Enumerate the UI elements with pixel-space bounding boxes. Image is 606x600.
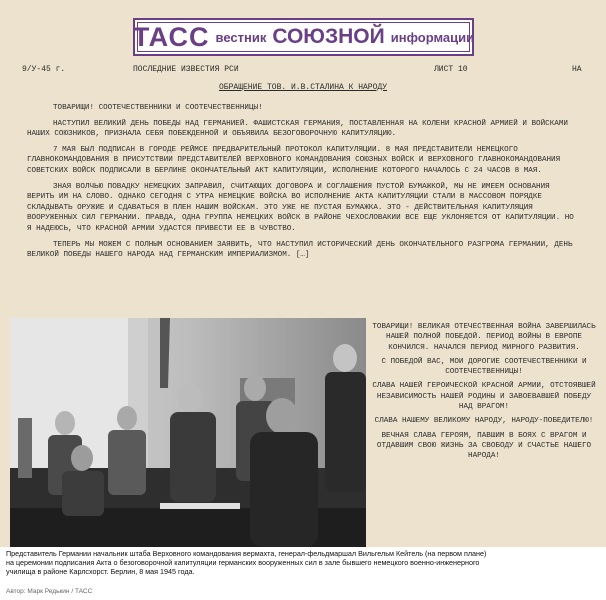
side-paragraph-eternal-glory: ВЕЧНАЯ СЛАВА ГЕРОЯМ, ПАВШИМ В БОЯХ С ВРАГОМ И ОТДАВШИМ СВОЮ ЖИЗНЬ ЗА СВОБОДУ И СЧАСТЬЕ НАШЕГО НАРОДА!: [376, 431, 592, 461]
photo-credit: Автор: Марк Редькин / ТАСС: [6, 588, 93, 595]
photo-illustration: [10, 318, 366, 547]
side-paragraph-war-ended: ТОВАРИЩИ! ВЕЛИКАЯ ОТЕЧЕСТВЕННАЯ ВОЙНА ЗАВЕРШИЛАСЬ НАШЕЙ ПОЛНОЙ ПОБЕДОЙ. ПЕРИОД ВОЙНЫ В ЕВРОПЕ КОНЧИЛСЯ. НАЧАЛСЯ ПЕРИОД МИРНОГО РАЗВИТИЯ.: [372, 323, 596, 352]
caption-line-2: на церемонии подписания Акта о безоговорочной капитуляции германских вооруженных сил в зале бывшего немецкого военно-инженерного: [6, 558, 480, 567]
side-paragraph-glory-army: СЛАВА НАШЕЙ ГЕРОИЧЕСКОЙ КРАСНОЙ АРМИИ, ОТСТОЯВШЕЙ НЕЗАВИСИМОСТЬ НАШЕЙ РОДИНЫ И ЗАВОЕВАВШЕЙ ПОБЕДУ НАД ВРАГОМ!: [372, 382, 596, 412]
main-body: [27, 103, 579, 266]
header-section: ПОСЛЕДНИЕ ИЗВЕСТИЯ РСИ: [133, 65, 239, 74]
side-paragraph-congrats: С ПОБЕДОЙ ВАС, МОИ ДОРОГИЕ СООТЕЧЕСТВЕННИКИ И СООТЕЧЕСТВЕННИЦЫ!: [381, 357, 587, 377]
masthead-word-soyuznoy: СОЮЗНОЙ: [272, 25, 385, 48]
caption-line-1: Представитель Германии начальник штаба Верховного командования вермахта, генерал-фельдмаршал Вильгельм Кейтель (на первом плане): [6, 549, 487, 558]
header-mark: НА: [572, 65, 582, 74]
paragraph-wolf-habits: ЗНАЯ ВОЛЧЬЮ ПОВАДКУ НЕМЕЦКИХ ЗАПРАВИЛ, СЧИТАЮЩИХ ДОГОВОРА И СОГЛАШЕНИЯ ПУСТОЙ БУМАЖКОЙ, МЫ НЕ ИМЕЕМ ОСНОВАНИЯ ВЕРИТЬ ИМ НА СЛОВО. ОДНАКО СЕГОДНЯ С УТРА НЕМЕЦКИЕ ВОЙСКА ВО ИСПОЛНЕНИЕ АКТА КАПИТУЛЯЦИИ СТАЛИ В МАССОВОМ ПОРЯДКЕ СКЛАДЫВАТЬ ОРУЖИЕ И СДАВАТЬСЯ В ПЛЕН НАШИМ ВОЙСКАМ. ЭТО УЖЕ НЕ ПУСТАЯ БУМАЖКА. ЭТО - ДЕЙСТВИТЕЛЬНАЯ КАПИТУЛЯЦИЯ ВООРУЖЕННЫХ СИЛ ГЕРМАНИИ. ПРАВДА, ОДНА ГРУППА НЕМЕЦКИХ ВОЙСК В РАЙОНЕ ЧЕХОСЛОВАКИИ ВСЕ ЕЩЕ УКЛОНЯЕТСЯ ОТ КАПИТУЛЯЦИИ. НО Я НАДЕЮСЬ, ЧТО КРАСНОЙ АРМИИ УДАСТСЯ ПРИВЕСТИ ЕЕ В ЧУВСТВО.: [27, 182, 574, 233]
tass-masthead: [133, 18, 474, 56]
side-paragraph-glory-people: СЛАВА НАШЕМУ ВЕЛИКОМУ НАРОДУ, НАРОДУ-ПОБЕДИТЕЛЮ!: [374, 417, 594, 426]
masthead-word-vestnik: вестник: [215, 29, 267, 45]
caption-line-3: училища в районе Карлсхорст. Берлин, 8 мая 1945 года.: [6, 567, 195, 576]
paragraph-capitulation: 7 МАЯ БЫЛ ПОДПИСАН В ГОРОДЕ РЕЙМСЕ ПРЕДВАРИТЕЛЬНЫЙ ПРОТОКОЛ КАПИТУЛЯЦИИ. 8 МАЯ ПРЕДСТАВИТЕЛИ НЕМЕЦКОГО ГЛАВНОКОМАНДОВАНИЯ В ПРИСУТСТВИИ ПРЕДСТАВИТЕЛЕЙ ВЕРХОВНОГО КОМАНДОВАНИЯ СОЮЗНЫХ ВОЙСК И ВЕРХОВНОГО ГЛАВНОКОМАНДОВАНИЯ СОВЕТСКИХ ВОЙСК ПОДПИСАЛИ В БЕРЛИНЕ ОКОНЧАТЕЛЬНЫЙ АКТ КАПИТУЛЯЦИИ, ИСПОЛНЕНИЕ КОТОРОГО НАЧАЛОСЬ С 24 ЧАСОВ 8 МАЯ.: [27, 145, 561, 175]
masthead-word-informatsii: информации: [390, 29, 475, 45]
closing-column: [372, 322, 596, 466]
paragraph-greeting: ТОВАРИЩИ! СООТЕЧЕСТВЕННИКИ И СООТЕЧЕСТВЕННИЦЫ!: [53, 104, 263, 112]
header-sheet: ЛИСТ 10: [434, 65, 468, 74]
photo-caption: [6, 549, 602, 576]
masthead-agency: ТАСС: [132, 21, 210, 52]
paragraph-historic-day: ТЕПЕРЬ МЫ МОЖЕМ С ПОЛНЫМ ОСНОВАНИЕМ ЗАЯВИТЬ, ЧТО НАСТУПИЛ ИСТОРИЧЕСКИЙ ДЕНЬ ОКОНЧАТЕЛЬНОГО РАЗГРОМА ГЕРМАНИИ, ДЕНЬ ВЕЛИКОЙ ПОБЕДЫ НАШЕГО НАРОДА НАД ГЕРМАНСКИМ ИМПЕРИАЛИЗМОМ. […]: [27, 240, 573, 260]
paragraph-victory: НАСТУПИЛ ВЕЛИКИЙ ДЕНЬ ПОБЕДЫ НАД ГЕРМАНИЕЙ. ФАШИСТСКАЯ ГЕРМАНИЯ, ПОСТАВЛЕННАЯ НА КОЛЕНИ КРАСНОЙ АРМИЕЙ И ВОЙСКАМИ НАШИХ СОЮЗНИКОВ, ПРИЗНАЛА СЕБЯ ПОБЕЖДЕННОЙ И ОБЪЯВИЛА БЕЗОГОВОРОЧНУЮ КАПИТУЛЯЦИЮ.: [27, 119, 568, 139]
document-title: ОБРАЩЕНИЕ ТОВ. И.В.СТАЛИНА К НАРОДУ: [218, 83, 388, 92]
header-number: 9/У-45 г.: [22, 65, 66, 74]
historic-photo: [10, 318, 366, 547]
